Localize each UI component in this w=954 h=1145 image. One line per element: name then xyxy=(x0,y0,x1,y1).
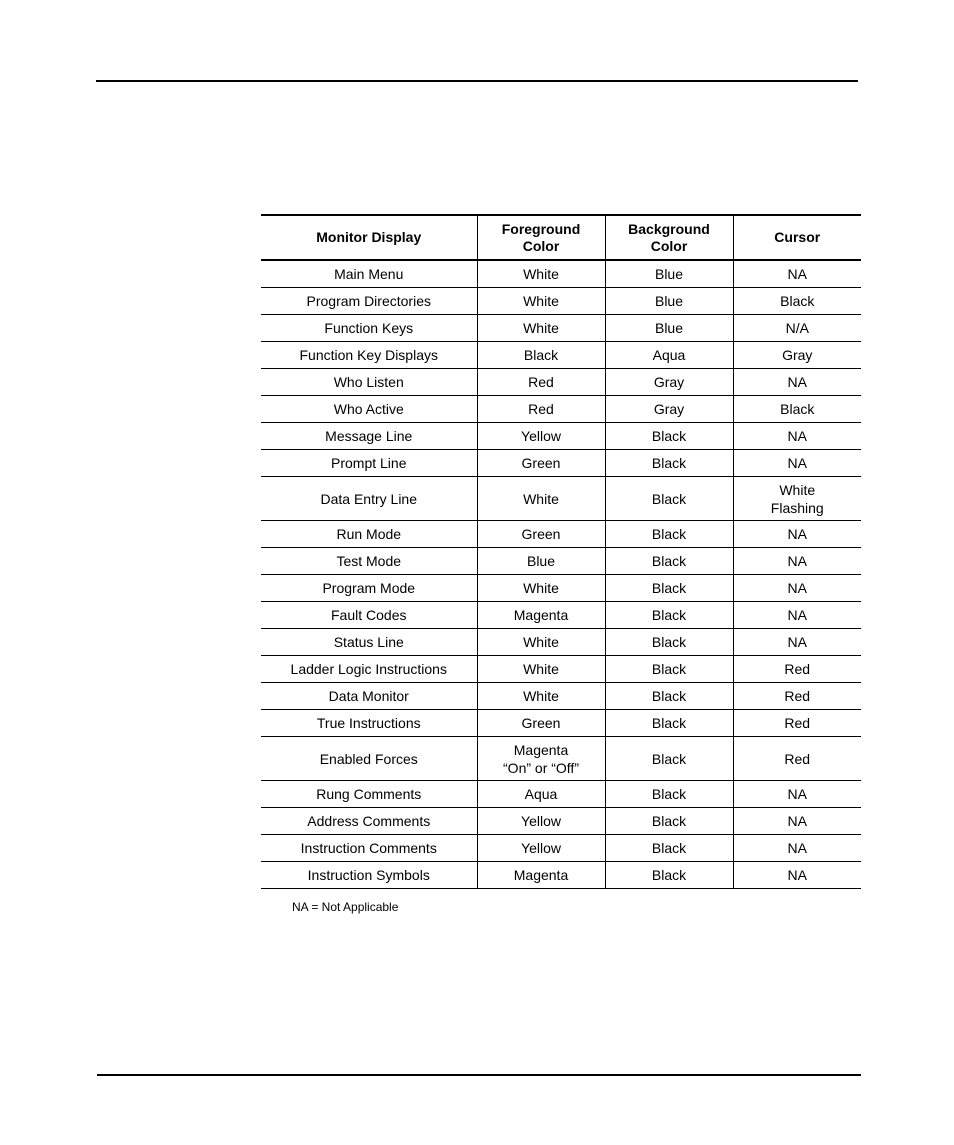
cell-text: Instruction Comments xyxy=(300,840,437,856)
cell-cursor xyxy=(733,602,861,629)
header-cursor: Cursor xyxy=(733,215,861,260)
cell-foreground-color xyxy=(477,396,605,423)
cell-text: Instruction Symbols xyxy=(307,867,430,883)
table-row xyxy=(261,575,861,602)
cell-monitor-display xyxy=(261,342,477,369)
cell-text: Main Menu xyxy=(334,266,404,282)
cell-text: Aqua xyxy=(652,347,686,363)
cell-text: Black xyxy=(651,715,687,731)
cell-text: Who Listen xyxy=(333,374,404,390)
table-row xyxy=(261,710,861,737)
cell-text: True Instructions xyxy=(316,715,421,731)
cell-text: Green xyxy=(521,715,561,731)
cell-cursor xyxy=(733,683,861,710)
cell-monitor-display xyxy=(261,521,477,548)
cell-foreground-color xyxy=(477,835,605,862)
cell-text: White xyxy=(523,490,559,507)
cell-text: White xyxy=(523,688,559,704)
cell-cursor xyxy=(733,548,861,575)
cell-text: Black xyxy=(651,786,687,802)
cell-foreground-color xyxy=(477,288,605,315)
cell-cursor xyxy=(733,288,861,315)
cell-monitor-display xyxy=(261,369,477,396)
cell-text: Red xyxy=(784,688,811,704)
cell-background-color xyxy=(605,477,733,521)
cell-foreground-color xyxy=(477,656,605,683)
cell-monitor-display xyxy=(261,808,477,835)
cell-foreground-color xyxy=(477,369,605,396)
cell-foreground-color xyxy=(477,260,605,288)
cell-text: Yellow xyxy=(521,428,561,444)
table-row xyxy=(261,602,861,629)
cell-cursor xyxy=(733,315,861,342)
cell-monitor-display xyxy=(261,781,477,808)
cell-cursor xyxy=(733,808,861,835)
cell-monitor-display xyxy=(261,260,477,288)
cell-foreground-color xyxy=(477,450,605,477)
cell-text: Ladder Logic Instructions xyxy=(290,661,447,677)
cell-text: NA xyxy=(787,786,807,802)
cell-background-color xyxy=(605,781,733,808)
cell-text: Black xyxy=(651,688,687,704)
cell-text: Black xyxy=(651,455,687,471)
cell-text: Gray xyxy=(782,347,813,363)
cell-monitor-display xyxy=(261,396,477,423)
cell-text: Enabled Forces xyxy=(319,750,418,767)
table-row xyxy=(261,450,861,477)
cell-monitor-display xyxy=(261,423,477,450)
cell-text: Red xyxy=(528,401,554,417)
cell-cursor xyxy=(733,835,861,862)
table-row xyxy=(261,288,861,315)
cell-text: Red xyxy=(784,661,811,677)
cell-text: Black xyxy=(651,553,687,569)
cell-monitor-display xyxy=(261,477,477,521)
table-row xyxy=(261,835,861,862)
cell-background-color xyxy=(605,450,733,477)
cell-text: Status Line xyxy=(333,634,404,650)
cell-text: Red xyxy=(784,715,811,731)
cell-text: White xyxy=(523,661,559,677)
cell-text: Program Mode xyxy=(322,580,416,596)
cell-text: Black xyxy=(651,661,687,677)
table-row xyxy=(261,808,861,835)
cell-monitor-display xyxy=(261,629,477,656)
cell-text: Message Line xyxy=(325,428,413,444)
cell-text: NA xyxy=(787,813,807,829)
cell-text: NA xyxy=(787,867,807,883)
cell-cursor xyxy=(733,450,861,477)
cell-text: NA xyxy=(787,840,807,856)
cell-text: White xyxy=(523,634,559,650)
cell-text: Function Key Displays xyxy=(299,347,438,363)
cell-background-color xyxy=(605,369,733,396)
cell-text: Address Comments xyxy=(307,813,431,829)
cell-text: Blue xyxy=(654,266,684,282)
table-row xyxy=(261,656,861,683)
cell-foreground-color xyxy=(477,477,605,521)
table-row xyxy=(261,477,861,521)
cell-text: Data Monitor xyxy=(328,688,409,704)
cell-text: Fault Codes xyxy=(331,607,407,623)
cell-monitor-display xyxy=(261,710,477,737)
cell-foreground-color xyxy=(477,423,605,450)
cell-text: NA xyxy=(787,266,807,282)
table-row xyxy=(261,423,861,450)
cell-text: NA xyxy=(787,455,807,471)
header-background-color: Background Color xyxy=(605,215,733,260)
cell-monitor-display xyxy=(261,737,477,781)
cell-text: White xyxy=(523,580,559,596)
cell-text: Black xyxy=(523,347,559,363)
table-row xyxy=(261,737,861,781)
cell-monitor-display xyxy=(261,548,477,575)
cell-background-color xyxy=(605,835,733,862)
cell-foreground-color xyxy=(477,737,605,781)
footnote: NA = Not Applicable xyxy=(292,900,399,914)
cell-text: Yellow xyxy=(521,813,561,829)
table-body xyxy=(261,260,861,889)
cell-monitor-display xyxy=(261,835,477,862)
cell-text: Blue xyxy=(526,553,556,569)
cell-text: Black xyxy=(651,813,687,829)
cell-monitor-display xyxy=(261,862,477,889)
table-row xyxy=(261,629,861,656)
cell-foreground-color xyxy=(477,862,605,889)
cell-background-color xyxy=(605,423,733,450)
cell-cursor xyxy=(733,656,861,683)
cell-text: NA xyxy=(787,553,807,569)
cell-cursor xyxy=(733,781,861,808)
cell-foreground-color xyxy=(477,710,605,737)
table-row xyxy=(261,342,861,369)
cell-cursor xyxy=(733,710,861,737)
cell-cursor xyxy=(733,737,861,781)
cell-text: Black xyxy=(651,580,687,596)
cell-text: Gray xyxy=(653,401,685,417)
cell-text: Black xyxy=(780,293,815,309)
cell-text: Black xyxy=(780,401,815,417)
cell-text: Run Mode xyxy=(336,526,402,542)
cell-text: NA xyxy=(787,607,807,623)
cell-text: White xyxy=(523,293,559,309)
cell-text: Aqua xyxy=(524,786,558,802)
cell-text: Red xyxy=(784,750,811,767)
cell-text: Program Directories xyxy=(306,293,431,309)
cell-cursor xyxy=(733,260,861,288)
cell-foreground-color xyxy=(477,629,605,656)
cell-cursor xyxy=(733,521,861,548)
cell-text: White Flashing xyxy=(770,481,824,516)
cell-text: Magenta “On” or “Off” xyxy=(503,741,579,776)
cell-text: Black xyxy=(651,634,687,650)
cell-text: Gray xyxy=(653,374,685,390)
cell-cursor xyxy=(733,423,861,450)
header-foreground-color: Foreground Color xyxy=(477,215,605,260)
cell-background-color xyxy=(605,315,733,342)
cell-cursor xyxy=(733,396,861,423)
cell-text: Who Active xyxy=(333,401,404,417)
cell-background-color xyxy=(605,575,733,602)
cell-cursor xyxy=(733,369,861,396)
cell-monitor-display xyxy=(261,575,477,602)
cell-background-color xyxy=(605,808,733,835)
cell-text: Red xyxy=(528,374,554,390)
table-row xyxy=(261,260,861,288)
cell-text: Black xyxy=(651,490,687,507)
cell-cursor xyxy=(733,629,861,656)
cell-text: Function Keys xyxy=(324,320,414,336)
cell-background-color xyxy=(605,862,733,889)
cell-text: Black xyxy=(651,750,687,767)
cell-background-color xyxy=(605,737,733,781)
cell-foreground-color xyxy=(477,342,605,369)
cell-text: Black xyxy=(651,607,687,623)
table-row xyxy=(261,315,861,342)
cell-cursor xyxy=(733,342,861,369)
cell-background-color xyxy=(605,342,733,369)
cell-text: N/A xyxy=(785,320,809,336)
cell-background-color xyxy=(605,396,733,423)
cell-background-color xyxy=(605,683,733,710)
table-row xyxy=(261,548,861,575)
cell-text: NA xyxy=(787,374,807,390)
cell-foreground-color xyxy=(477,602,605,629)
cell-monitor-display xyxy=(261,450,477,477)
cell-foreground-color xyxy=(477,781,605,808)
cell-text: Rung Comments xyxy=(316,786,422,802)
table-row xyxy=(261,396,861,423)
monitor-color-table xyxy=(261,214,861,889)
cell-background-color xyxy=(605,288,733,315)
cell-text: Green xyxy=(521,455,561,471)
cell-text: Yellow xyxy=(521,840,561,856)
cell-background-color xyxy=(605,629,733,656)
cell-text: Green xyxy=(521,526,561,542)
cell-text: Magenta xyxy=(513,867,569,883)
bottom-rule xyxy=(97,1074,861,1076)
table-row xyxy=(261,683,861,710)
cell-background-color xyxy=(605,656,733,683)
cell-background-color xyxy=(605,710,733,737)
cell-text: NA xyxy=(787,526,807,542)
cell-cursor xyxy=(733,862,861,889)
cell-monitor-display xyxy=(261,683,477,710)
cell-monitor-display xyxy=(261,315,477,342)
cell-background-color xyxy=(605,521,733,548)
cell-text: NA xyxy=(787,580,807,596)
table-row xyxy=(261,862,861,889)
cell-text: White xyxy=(523,320,559,336)
cell-text: NA xyxy=(787,428,807,444)
cell-foreground-color xyxy=(477,808,605,835)
cell-text: NA xyxy=(787,634,807,650)
cell-background-color xyxy=(605,260,733,288)
table-row xyxy=(261,781,861,808)
table-row xyxy=(261,521,861,548)
cell-foreground-color xyxy=(477,315,605,342)
cell-text: White xyxy=(523,266,559,282)
cell-text: Black xyxy=(651,840,687,856)
cell-text: Prompt Line xyxy=(331,455,407,471)
cell-cursor xyxy=(733,575,861,602)
cell-foreground-color xyxy=(477,683,605,710)
cell-background-color xyxy=(605,548,733,575)
table-header-row xyxy=(261,215,861,260)
cell-text: Blue xyxy=(654,293,684,309)
cell-text: Black xyxy=(651,428,687,444)
cell-foreground-color xyxy=(477,548,605,575)
cell-foreground-color xyxy=(477,521,605,548)
cell-cursor xyxy=(733,477,861,521)
cell-monitor-display xyxy=(261,656,477,683)
top-rule xyxy=(96,80,858,82)
cell-text: Black xyxy=(651,526,687,542)
cell-background-color xyxy=(605,602,733,629)
cell-text: Data Entry Line xyxy=(320,490,417,507)
cell-text: Black xyxy=(651,867,687,883)
cell-text: Blue xyxy=(654,320,684,336)
header-monitor-display: Monitor Display xyxy=(261,215,477,260)
cell-monitor-display xyxy=(261,288,477,315)
cell-text: Magenta xyxy=(513,607,569,623)
cell-foreground-color xyxy=(477,575,605,602)
table-row xyxy=(261,369,861,396)
cell-monitor-display xyxy=(261,602,477,629)
cell-text: Test Mode xyxy=(336,553,402,569)
